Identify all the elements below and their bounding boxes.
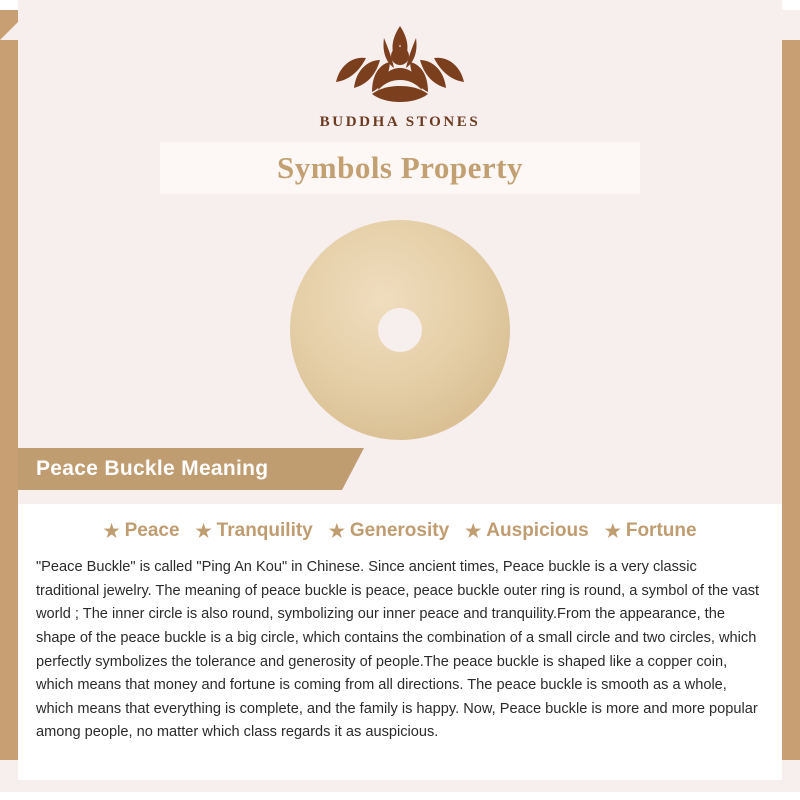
bottom-white-strip (0, 792, 800, 800)
keyword-item (329, 520, 449, 542)
keyword-item (605, 520, 697, 542)
section-ribbon (18, 448, 342, 490)
keyword-label: Peace (124, 520, 180, 541)
keyword-item (465, 520, 589, 542)
star-icon: ★ (465, 520, 482, 541)
keyword-label: Auspicious (486, 520, 589, 541)
peace-buckle-disc-icon (290, 220, 510, 440)
keyword-label: Generosity (349, 520, 450, 541)
section-title: Peace Buckle Meaning (36, 457, 269, 480)
brand-header (0, 18, 800, 131)
page-title: Symbols Property (277, 150, 523, 185)
star-icon: ★ (328, 520, 345, 541)
brand-name: BUDDHA STONES (319, 114, 481, 130)
content-panel (18, 504, 782, 780)
left-edge-band (0, 40, 18, 760)
keyword-list (36, 520, 764, 542)
disc-center-hole (378, 308, 422, 352)
ribbon-tail-icon (342, 448, 364, 490)
star-icon: ★ (604, 520, 621, 541)
star-icon: ★ (195, 520, 212, 541)
keyword-item (103, 520, 179, 542)
keyword-label: Fortune (625, 520, 697, 541)
keyword-item (196, 520, 313, 542)
description-paragraph: "Peace Buckle" is called "Ping An Kou" in Chinese. Since ancient times, Peace buckle is a very classic traditional jewelry. The meaning of peace buckle is peace, peace buckle outer ring is round, a symbol of the vast world ; The inner circle is also round, symbolizing our inner peace and tranquility.From the appearance, the shape of the peace buckle is a big circle, which contains the combination of a small circle and two circles, which perfectly symbolizes the tolerance and generosity of people.The peace buckle is shaped like a copper coin, which means that money and fortune is coming from all directions. The peace buckle is smooth as a whole, which means that everything is complete, and the family is happy. Now, Peace buckle is more and more popular among people, no matter which class regards it as auspicious. (36, 559, 760, 741)
page-title-banner (160, 142, 640, 194)
lotus-meditation-icon (0, 18, 800, 110)
illustration-area (18, 200, 782, 445)
keyword-label: Tranquility (216, 520, 313, 541)
right-edge-band (782, 40, 800, 760)
star-icon: ★ (103, 520, 120, 541)
